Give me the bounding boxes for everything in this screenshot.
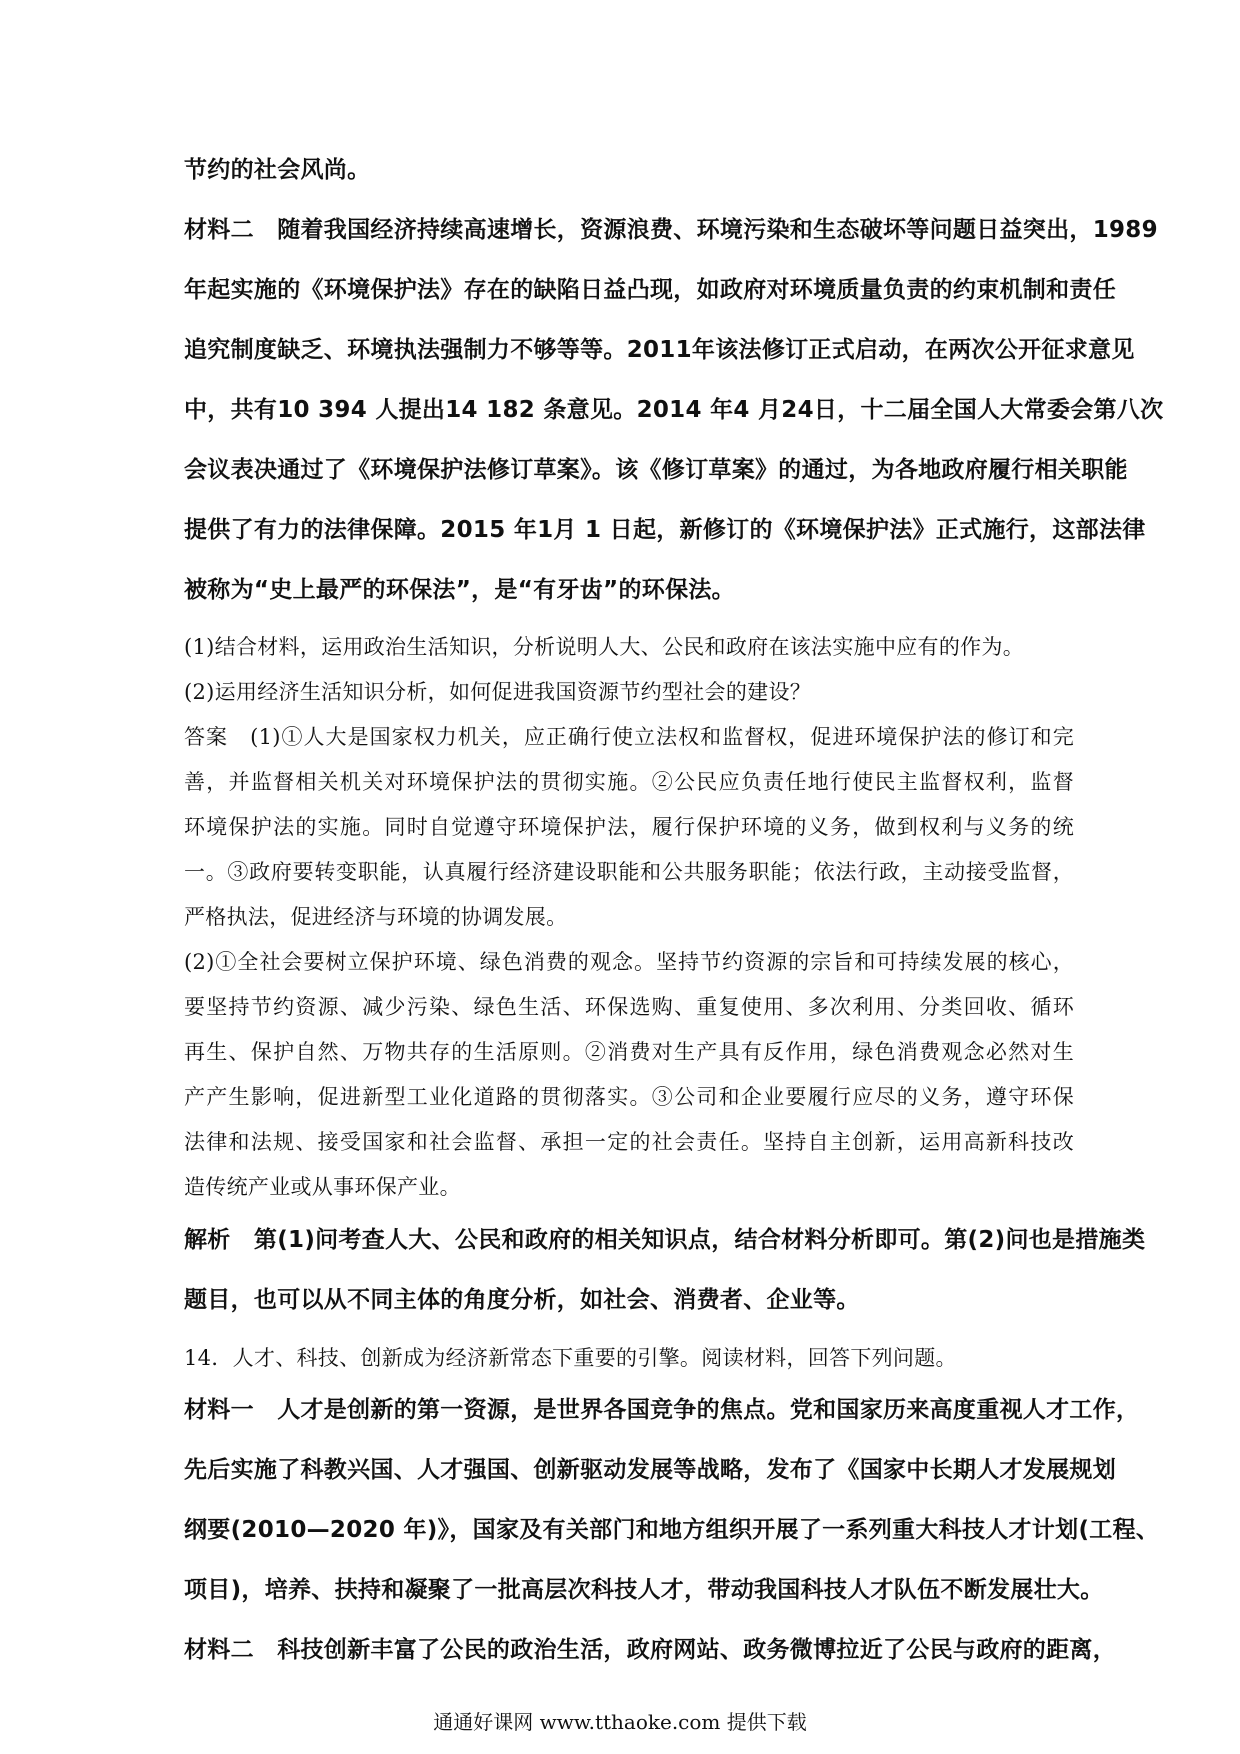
text-line: 项目)，培养、扶持和凝聚了一批高层次科技人才，带动我国科技人才队伍不断发展壮大。 xyxy=(184,1577,1104,1603)
question-14: 14．人才、科技、创新成为经济新常态下重要的引擎。阅读材料，回答下列问题。 xyxy=(184,1346,957,1370)
answer-line: 要坚持节约资源、减少污染、绿色生活、环保选购、重复使用、多次利用、分类回收、循环 xyxy=(184,995,1074,1019)
answer-line: 产产生影响，促进新型工业化道路的贯彻落实。③公司和企业要履行应尽的义务，遵守环保 xyxy=(184,1085,1074,1109)
answer-line: 法律和法规、接受国家和社会监督、承担一定的社会责任。坚持自主创新，运用高新科技改 xyxy=(184,1130,1074,1154)
text-line: 材料二 科技创新丰富了公民的政治生活，政府网站、政务微博拉近了公民与政府的距离， xyxy=(184,1637,1116,1663)
text-line: 会议表决通过了《环境保护法修订草案》。该《修订草案》的通过，为各地政府履行相关职能 xyxy=(184,457,1128,483)
analysis-line: 题目，也可以从不同主体的角度分析，如社会、消费者、企业等。 xyxy=(184,1287,860,1313)
answer-line: 一。③政府要转变职能，认真履行经济建设职能和公共服务职能；依法行政，主动接受监督， xyxy=(184,860,1074,884)
text-line: 年起实施的《环境保护法》存在的缺陷日益凸现，如政府对环境质量负责的约束机制和责任 xyxy=(184,277,1116,303)
text-line: 材料一 人才是创新的第一资源，是世界各国竞争的焦点。党和国家历来高度重视人才工作， xyxy=(184,1397,1140,1423)
text-line: 追究制度缺乏、环境执法强制力不够等等。2011年该法修订正式启动，在两次公开征求意见 xyxy=(184,337,1135,363)
answer-line: 环境保护法的实施。同时自觉遵守环境保护法，履行保护环境的义务，做到权利与义务的统 xyxy=(184,815,1074,839)
question-1: (1)结合材料，运用政治生活知识，分析说明人大、公民和政府在该法实施中应有的作为。 xyxy=(184,635,1025,659)
answer-line: (2)①全社会要树立保护环境、绿色消费的观念。坚持节约资源的宗旨和可持续发展的核心， xyxy=(184,950,1074,974)
answer-line: 造传统产业或从事环保产业。 xyxy=(184,1175,461,1199)
text-line: 被称为“史上最严的环保法”，是“有牙齿”的环保法。 xyxy=(184,577,735,603)
answer-line: 再生、保护自然、万物共存的生活原则。②消费对生产具有反作用，绿色消费观念必然对生 xyxy=(184,1040,1074,1064)
text-line: 先后实施了科教兴国、人才强国、创新驱动发展等战略，发布了《国家中长期人才发展规划 xyxy=(184,1457,1116,1483)
answer-line: 答案 (1)①人大是国家权力机关，应正确行使立法权和监督权，促进环境保护法的修订和完 xyxy=(184,725,1074,749)
text-line: 纲要(2010—2020 年)》，国家及有关部门和地方组织开展了一系列重大科技人才计划(工程、 xyxy=(184,1517,1160,1543)
text-line: 材料二 随着我国经济持续高速增长，资源浪费、环境污染和生态破坏等问题日益突出，1989 xyxy=(184,217,1158,243)
text-line: 节约的社会风尚。 xyxy=(184,157,371,183)
question-2: (2)运用经济生活知识分析，如何促进我国资源节约型社会的建设？ xyxy=(184,680,812,704)
answer-line: 严格执法，促进经济与环境的协调发展。 xyxy=(184,905,568,929)
answer-line: 善，并监督相关机关对环境保护法的贯彻实施。②公民应负责任地行使民主监督权利，监督 xyxy=(184,770,1074,794)
analysis-line: 解析 第(1)问考查人大、公民和政府的相关知识点，结合材料分析即可。第(2)问也是措施类 xyxy=(184,1227,1146,1253)
text-line: 提供了有力的法律保障。2015 年1月 1 日起，新修订的《环境保护法》正式施行，这部法律 xyxy=(184,517,1146,543)
footer-watermark: 通通好课网 www.tthaoke.com 提供下载 xyxy=(433,1710,807,1734)
text-line: 中，共有10 394 人提出14 182 条意见。2014 年4 月24日，十二届全国人大常委会第八次 xyxy=(184,397,1164,423)
